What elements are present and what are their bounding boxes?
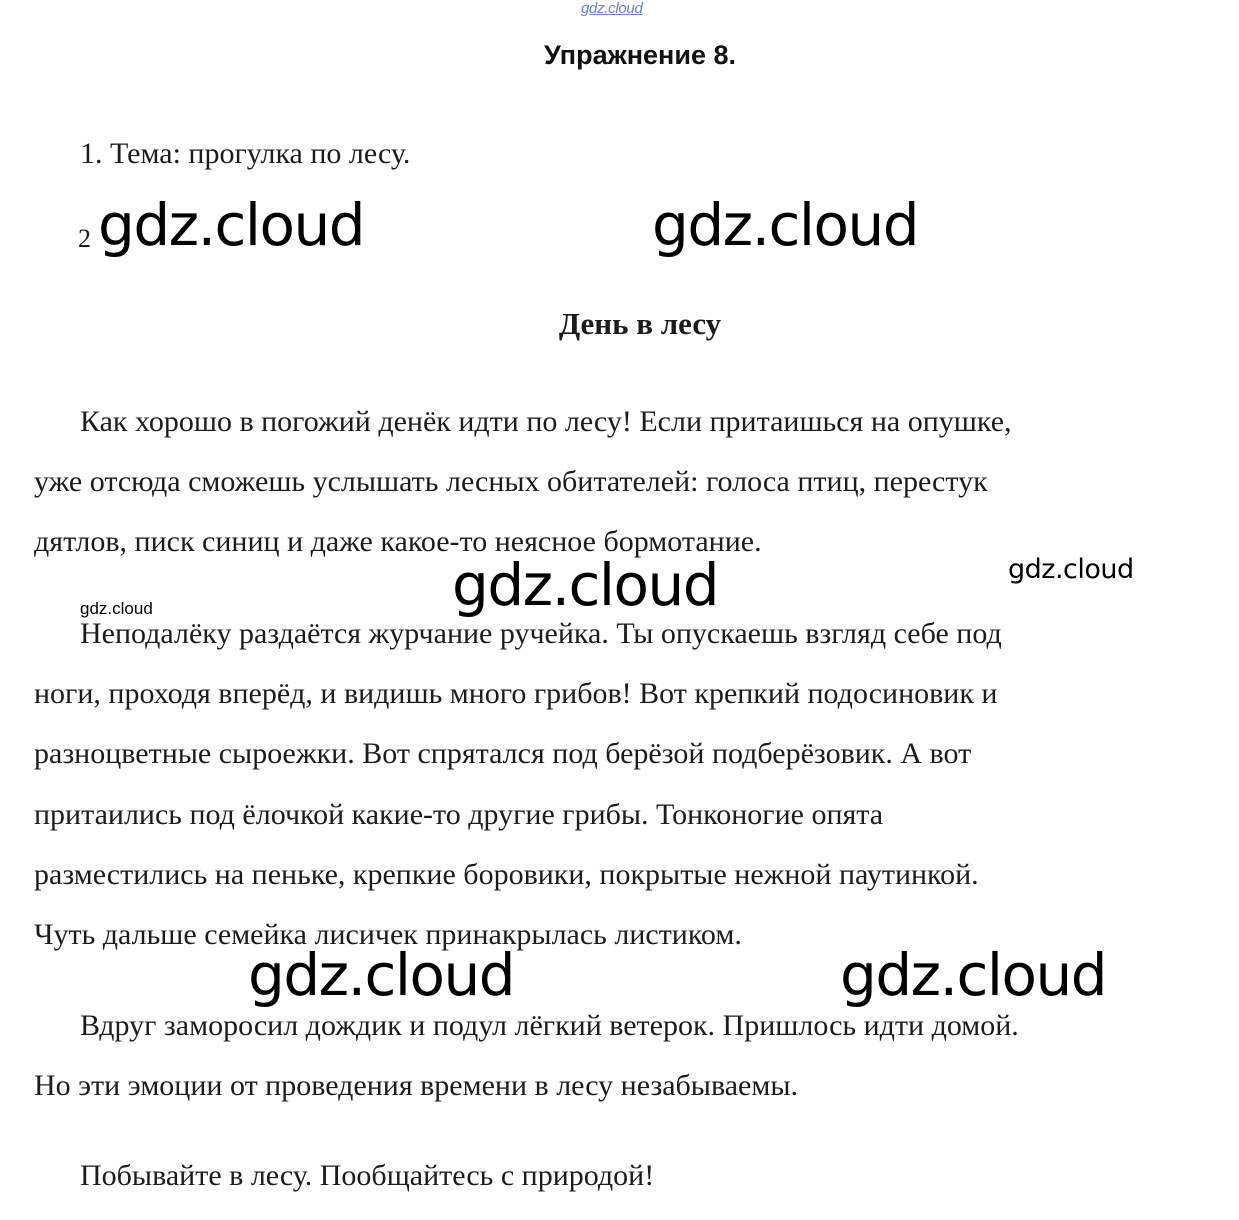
exercise-title: Упражнение 8. <box>544 40 736 70</box>
p3-line-2: Но эти эмоции от проведения времени в лесу незабываемы. <box>34 1069 799 1102</box>
p2-line-3: разноцветные сыроежки. Вот спрятался под берёзой подберёзовик. А вот <box>34 737 972 770</box>
watermark-big-1: gdz.cloud <box>98 191 365 259</box>
p2-line-1: Неподалёку раздаётся журчание ручейка. Ты опускаешь взгляд себе под <box>80 617 1002 650</box>
p4-line-1: Побывайте в лесу. Пообщайтесь с природой! <box>80 1159 655 1192</box>
watermark-big-3: gdz.cloud <box>452 551 719 619</box>
p2-line-5: разместились на пеньке, крепкие боровики, покрытые нежной паутинкой. <box>34 858 979 891</box>
watermark-top: gdz.cloud <box>581 0 643 17</box>
watermark-big-5: gdz.cloud <box>840 941 1107 1009</box>
p2-line-4: притаились под ёлочкой какие-то другие грибы. Тонконогие опята <box>34 798 884 831</box>
watermark-big-4: gdz.cloud <box>248 941 515 1009</box>
item-number-2: 2 <box>78 224 91 253</box>
p1-line-2: уже отсюда сможешь услышать лесных обитателей: голоса птиц, перестук <box>34 465 988 498</box>
essay-heading: День в лесу <box>558 306 722 341</box>
p2-line-2: ноги, проходя вперёд, и видишь много грибов! Вот крепкий подосиновик и <box>34 677 998 710</box>
watermark-big-2: gdz.cloud <box>652 191 919 259</box>
watermark-small-1: gdz.cloud <box>80 599 153 618</box>
p1-line-1: Как хорошо в погожий денёк идти по лесу! Если притаишься на опушке, <box>80 405 1012 438</box>
p3-line-1: Вдруг заморосил дождик и подул лёгкий ветерок. Пришлось идти домой. <box>80 1009 1019 1042</box>
topic-line: 1. Тема: прогулка по лесу. <box>80 137 411 170</box>
p1-line-3: дятлов, писк синиц и даже какое-то неясное бормотание. <box>34 525 762 558</box>
p2-line-6: Чуть дальше семейка лисичек принакрылась листиком. <box>34 918 742 951</box>
watermark-mid-1: gdz.cloud <box>1008 554 1134 585</box>
